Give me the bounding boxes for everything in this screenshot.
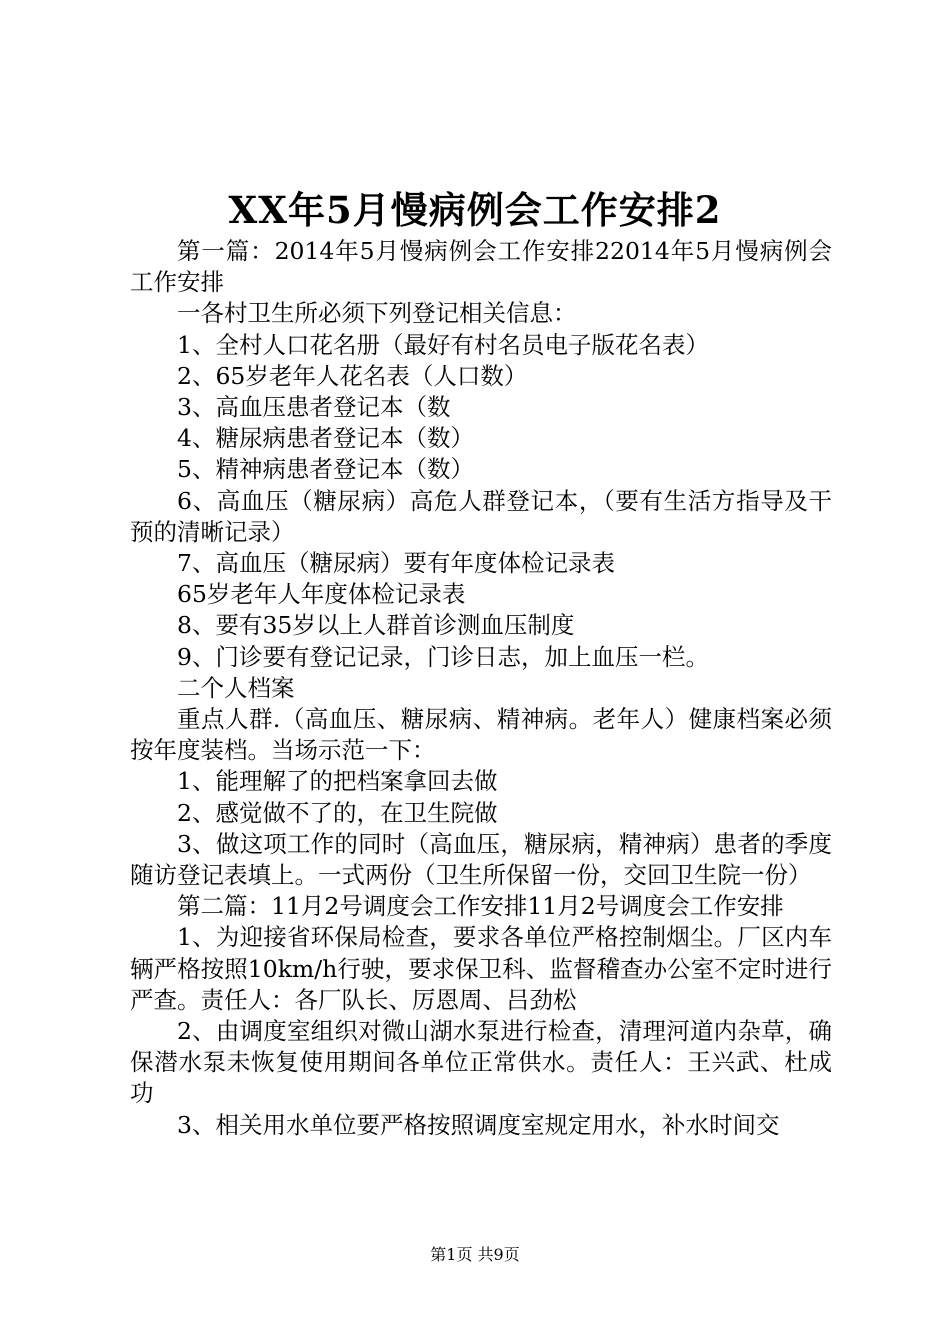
paragraph: 5、精神病患者登记本（数） bbox=[177, 455, 474, 484]
document-body bbox=[130, 236, 832, 1141]
paragraph: 二个人档案 bbox=[177, 673, 295, 702]
paragraph: 1、全村人口花名册（最好有村名员电子版花名表） bbox=[177, 330, 709, 359]
paragraph: 2、感觉做不了的，在卫生院做 bbox=[177, 798, 498, 827]
paragraph: 6、高血压（糖尿病）高危人群登记本，（要有生活方指导及干预的清晰记录） bbox=[130, 486, 832, 546]
paragraph: 4、糖尿病患者登记本（数） bbox=[177, 424, 474, 453]
paragraph: 2、65岁老年人花名表（人口数） bbox=[177, 361, 528, 390]
paragraph: 8、要有35岁以上人群首诊测血压制度 bbox=[177, 611, 575, 640]
paragraph: 一各村卫生所必须下列登记相关信息： bbox=[177, 299, 577, 328]
paragraph: 1、能理解了的把档案拿回去做 bbox=[177, 767, 498, 796]
paragraph: 3、高血压患者登记本（数 bbox=[177, 393, 451, 422]
paragraph: 9、门诊要有登记记录，门诊日志，加上血压一栏。 bbox=[177, 642, 709, 671]
document-title: XX年5月慢病例会工作安排2 bbox=[228, 188, 722, 232]
paragraph: 2、由调度室组织对微山湖水泵进行检查，清理河道内杂草，确保潜水泵未恢复使用期间各单位正常供水。责任人：王兴武、杜成功 bbox=[130, 1017, 832, 1108]
paragraph: 重点人群.（高血压、糖尿病、精神病。老年人）健康档案必须按年度装档。当场示范一下： bbox=[130, 705, 832, 765]
paragraph: 第一篇：2014年5月慢病例会工作安排22014年5月慢病例会工作安排 bbox=[130, 237, 832, 297]
paragraph: 3、做这项工作的同时（高血压，糖尿病，精神病）患者的季度随访登记表填上。一式两份（卫生所保留一份，交回卫生院一份） bbox=[130, 829, 832, 890]
paragraph: 65岁老年人年度体检记录表 bbox=[177, 580, 466, 609]
paragraph: 第二篇：11月2号调度会工作安排11月2号调度会工作安排 bbox=[177, 892, 784, 921]
page-footer: 第1页 共9页 bbox=[430, 1245, 520, 1264]
paragraph: 3、相关用水单位要严格按照调度室规定用水，补水时间交 bbox=[177, 1110, 780, 1139]
paragraph: 1、为迎接省环保局检查，要求各单位严格控制烟尘。厂区内车辆严格按照10km/h行驶，要求保卫科、监督稽查办公室不定时进行严查。责任人：各厂队长、厉恩周、吕劲松 bbox=[130, 923, 832, 1014]
paragraph: 7、高血压（糖尿病）要有年度体检记录表 bbox=[177, 549, 615, 578]
